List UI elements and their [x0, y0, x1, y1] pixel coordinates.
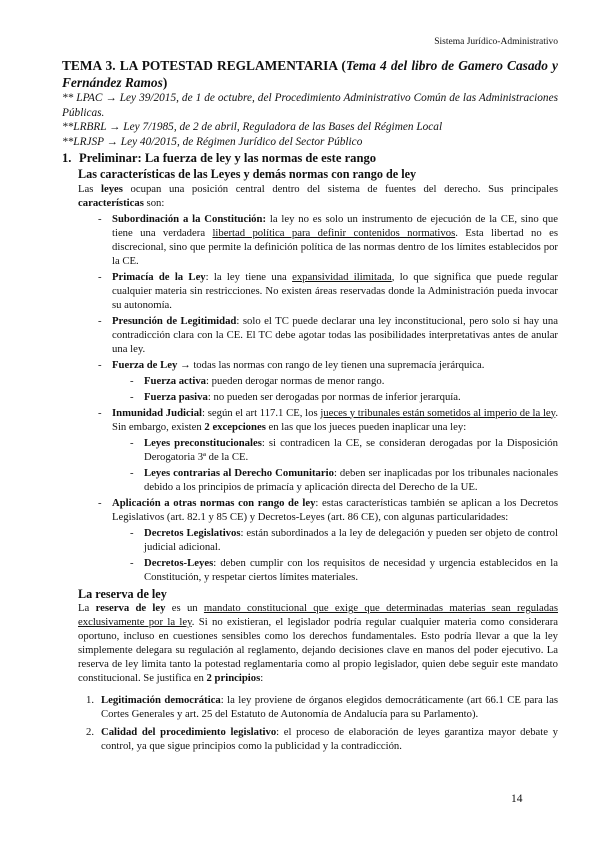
page-content [62, 58, 558, 757]
list-item: - Subordinación a la Constitución: la ley no es solo un instrumento de ejecución de la CE, sino que tiene una verdadera libertad política para definir contenidos normativos. Esta libertad no es discrecional, sino que permite la definición política de las normas dentro de los límites establecidos por la CE. [98, 212, 558, 268]
sub-list [130, 436, 558, 494]
characteristics-list [98, 212, 558, 584]
list-item: - Presunción de Legitimidad: solo el TC puede declarar una ley inconstitucional, pero solo si hay una contradicción clara con la CE. El TC debe agotar todas las posibilidades interpretativas antes de anular una ley. [98, 314, 558, 356]
reserva-paragraph: La reserva de ley es un mandato constitucional que exige que determinadas materias sean reguladas exclusivamente por la ley. Si no existieran, el legislador podría regular cualquier materia como considerara oportuno, incluso en cuestiones sensibles como los derechos fundamentales. Esto podría llevar a que la ley simplemente delegara su regulación al reglamento, dejando decisiones clave en manos del poder ejecutivo. La reserva de ley limita tanto la potestad reglamentaria como al propio legislador, quien debe seguir este mandato constitucional. Se justifica en 2 principios: [78, 602, 559, 685]
subsection-heading-reserva: La reserva de ley [78, 586, 167, 601]
sub-list [130, 374, 558, 404]
sub-list-item: - Decretos-Leyes: deben cumplir con los requisitos de necesidad y urgencia establecidos en la Constitución, y respetar ciertos límites materiales. [130, 556, 558, 584]
law-reference-lrbrl: **LRBRL → Ley 7/1985, de 2 de abril, Reguladora de las Bases del Régimen Local [62, 121, 443, 134]
sub-list-item: - Fuerza activa: pueden derogar normas de menor rango. [130, 374, 558, 388]
running-header: Sistema Jurídico-Administrativo [434, 37, 558, 47]
list-item: - Aplicación a otras normas con rango de ley: estas características también se aplican a los Decretos Legislativos (art. 82.1 y 85 CE) y Decretos-Leyes (art. 86 CE), con algunas particularidades: - Decretos Legislativos: están subordinados a la ley de delegación y pueden ser objeto de control judicial adicional. - Decretos-Leyes: deben cumplir con los requisitos de necesidad y urgencia establecidos en la Constitución, y respetar ciertos límites materiales. [98, 496, 558, 584]
list-item: - Inmunidad Judicial: según el art 117.1 CE, los jueces y tribunales están sometidos al imperio de la ley. Sin embargo, existen 2 excepciones en las que los jueces pueden inaplicar una ley: - Leyes preconstitucionales: si contradicen la CE, se consideran derogadas por la Disposición Derogatoria 3ª de la CE. - Leyes contrarias al Derecho Comunitario: deben ser inaplicadas por los tribunales nacionales debido a los principios de primacía y aplicación directa del Derecho de la UE. [98, 406, 558, 494]
title-close: ) [162, 74, 168, 90]
law-reference-lrjsp: **LRJSP → Ley 40/2015, de Régimen Jurídico del Sector Público [62, 135, 363, 148]
list-item: 2. Calidad del procedimiento legislativo: el proceso de elaboración de leyes garantiza mayor debate y control, ya que sigue principios como la publicidad y la contradicción. [86, 726, 558, 753]
list-item: - Primacía de la Ley: la ley tiene una expansividad ilimitada, lo que significa que puede regular cualquier materia sin restricciones. No existen áreas reservadas donde la Administración pueda invocar su autonomía. [98, 270, 558, 312]
section-number: 1. [62, 151, 72, 166]
sub-list-item: - Fuerza pasiva: no pueden ser derogadas por normas de inferior jerarquía. [130, 390, 558, 404]
sub-list-item: - Leyes preconstitucionales: si contradicen la CE, se consideran derogadas por la Disposición Derogatoria 3ª de la CE. [130, 436, 558, 464]
sub-list-item: - Decretos Legislativos: están subordinados a la ley de delegación y pueden ser objeto de control judicial adicional. [130, 526, 558, 554]
list-item: - Fuerza de Ley → todas las normas con rango de ley tienen una supremacía jerárquica. - Fuerza activa: pueden derogar normas de menor rango. - Fuerza pasiva: no pueden ser derogadas por normas de inferior jerarquía. [98, 358, 558, 404]
intro-paragraph: Las leyes ocupan una posición central dentro del sistema de fuentes del derecho. Sus principales características son: [78, 182, 558, 209]
law-reference-lpac: ** LPAC → Ley 39/2015, de 1 de octubre, del Procedimiento Administrativo Común de las Administraciones Públicas. [62, 92, 558, 119]
page-number: 14 [511, 793, 523, 805]
section-title: Preliminar: La fuerza de ley y las normas de este rango [79, 151, 377, 166]
section-heading [62, 151, 558, 166]
principles-list [86, 693, 558, 753]
list-item: 1. Legitimación democrática: la ley proviene de órganos elegidos democráticamente (art 66.1 CE para las Cortes Generales y art. 25 del Estatuto de Autonomía de Andalucía para su Parlamento). [86, 694, 559, 721]
sub-list-item: - Leyes contrarias al Derecho Comunitario: deben ser inaplicadas por los tribunales nacionales debido a los principios de primacía y aplicación directa del Derecho de la UE. [130, 466, 558, 494]
subsection-heading-caracteristicas: Las características de las Leyes y demás normas con rango de ley [78, 166, 417, 181]
sub-list [130, 526, 558, 584]
title-main: TEMA 3. LA POTESTAD REGLAMENTARIA ( [62, 58, 346, 73]
title-subtitle: Tema 4 del libro de Gamero Casado y Fernández Ramos [62, 58, 559, 90]
page-title [62, 58, 558, 91]
